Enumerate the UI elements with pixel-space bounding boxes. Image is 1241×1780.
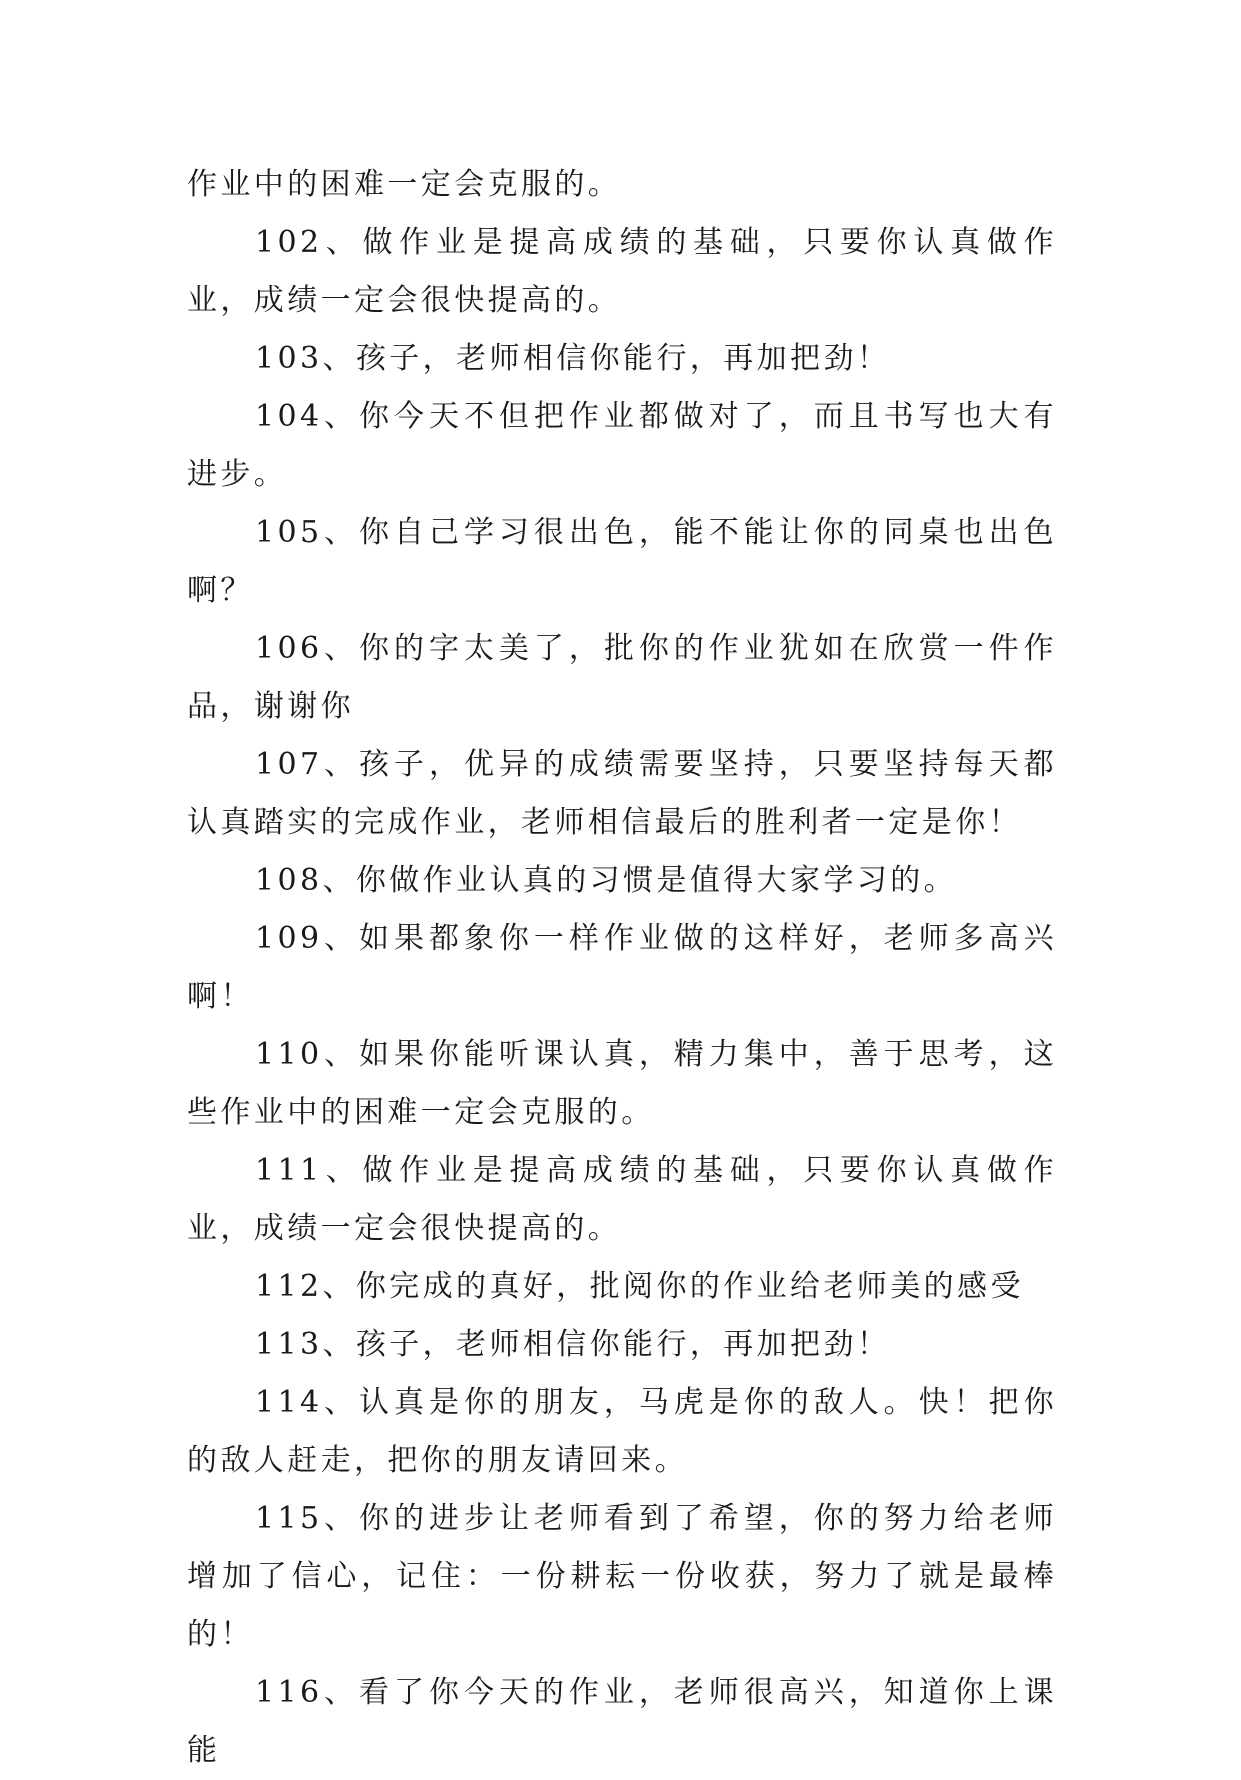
paragraph-111: 111、做作业是提高成绩的基础，只要你认真做作业，成绩一定会很快提高的。: [187, 1153, 1057, 1246]
paragraph-109: 109、如果都象你一样作业做的这样好，老师多高兴啊！: [187, 921, 1057, 1014]
paragraph-115: 115、你的进步让老师看到了希望，你的努力给老师增加了信心，记住：一份耕耘一份收获，努力了就是最棒的！: [187, 1501, 1057, 1652]
paragraph-104: 104、你今天不但把作业都做对了，而且书写也大有进步。: [187, 399, 1057, 492]
paragraph-113: 113、孩子，老师相信你能行，再加把劲！: [255, 1327, 891, 1362]
paragraph-105: 105、你自己学习很出色，能不能让你的同桌也出色啊？: [187, 515, 1057, 608]
paragraph-116: 116、看了你今天的作业，老师很高兴，知道你上课能: [187, 1675, 1057, 1768]
paragraph-103: 103、孩子，老师相信你能行，再加把劲！: [255, 341, 891, 376]
paragraph-114: 114、认真是你的朋友，马虎是你的敌人。快！把你的敌人赶走，把你的朋友请回来。: [187, 1385, 1057, 1478]
document-body: [187, 156, 1057, 1780]
paragraph-102: 102、做作业是提高成绩的基础，只要你认真做作业，成绩一定会很快提高的。: [187, 225, 1057, 318]
paragraph-107: 107、孩子，优异的成绩需要坚持，只要坚持每天都认真踏实的完成作业，老师相信最后的胜利者一定是你！: [187, 747, 1057, 840]
paragraph-112: 112、你完成的真好，批阅你的作业给老师美的感受: [255, 1269, 1024, 1304]
paragraph-108: 108、你做作业认真的习惯是值得大家学习的。: [255, 863, 958, 898]
paragraph-106: 106、你的字太美了，批你的作业犹如在欣赏一件作品，谢谢你: [187, 631, 1057, 724]
paragraph-110: 110、如果你能听课认真，精力集中，善于思考，这些作业中的困难一定会克服的。: [187, 1037, 1057, 1130]
paragraph-continuation: 作业中的困难一定会克服的。: [187, 167, 622, 202]
